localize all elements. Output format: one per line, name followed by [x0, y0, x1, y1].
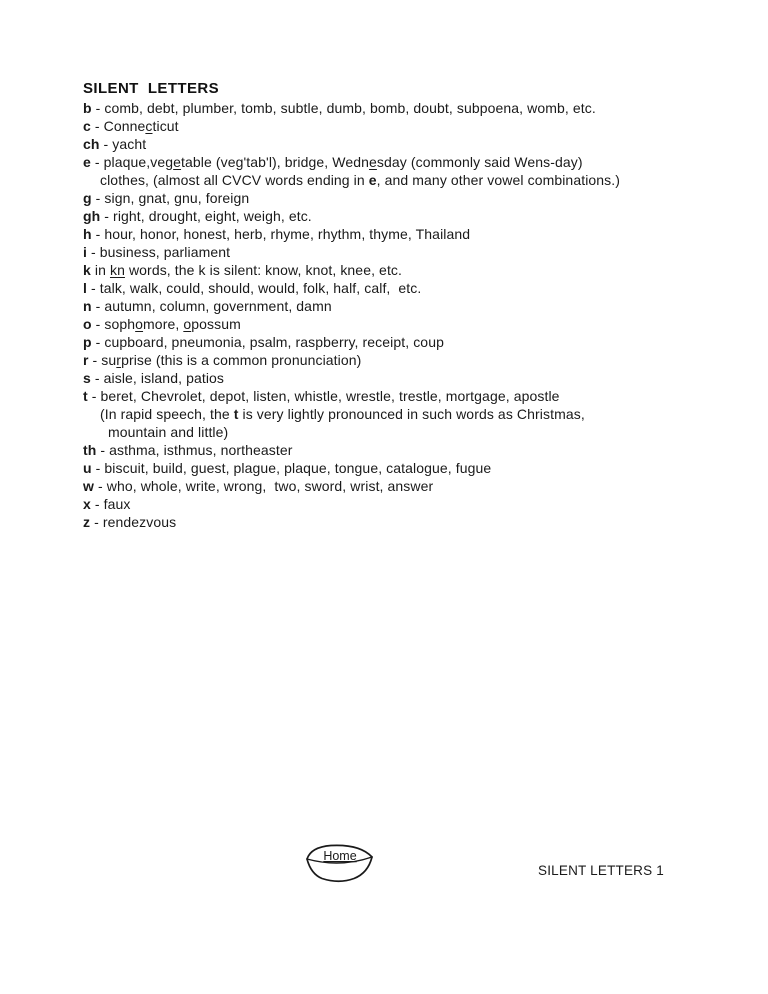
plain-text: sday (commonly said Wens-day)	[376, 154, 583, 170]
bold-text: e	[368, 172, 377, 188]
bold-text: w	[83, 478, 94, 494]
bold-text: g	[83, 190, 92, 206]
entry-line	[83, 135, 733, 153]
underlined-text: o	[135, 316, 144, 332]
underlined-text: c	[145, 118, 153, 134]
entry-line	[83, 477, 733, 495]
underlined-text: r	[116, 352, 122, 368]
plain-text: words, the k is silent: know, knot, knee, etc.	[124, 262, 403, 278]
plain-text: - talk, walk, could, should, would, folk, half, calf, etc.	[87, 280, 422, 296]
plain-text: - who, whole, write, wrong, two, sword, wrist, answer	[94, 478, 434, 494]
plain-text: - sign, gnat, gnu, foreign	[91, 190, 250, 206]
plain-text: - Conne	[90, 118, 146, 134]
entry-line	[83, 99, 733, 117]
plain-text: - faux	[90, 496, 131, 512]
plain-text: - right, drought, eight, weigh, etc.	[100, 208, 312, 224]
bold-text: e	[83, 154, 91, 170]
bold-text: k	[83, 262, 91, 278]
plain-text: , and many other vowel combinations.)	[376, 172, 621, 188]
entry-line	[83, 459, 733, 477]
plain-text: ticut	[152, 118, 179, 134]
underlined-text: o	[183, 316, 192, 332]
plain-text: prise (this is a common pronunciation)	[121, 352, 362, 368]
underlined-text: e	[173, 154, 182, 170]
bold-text: u	[83, 460, 92, 476]
bold-text: x	[83, 496, 91, 512]
plain-text: table (veg'tab'l), bridge, Wedn	[181, 154, 369, 170]
bold-text: c	[83, 118, 91, 134]
plain-text: - su	[88, 352, 117, 368]
entry-line	[83, 261, 733, 279]
plain-text: - plaque,veg	[90, 154, 174, 170]
silent-letters-list	[83, 99, 733, 531]
entry-line	[83, 351, 733, 369]
entry-line	[83, 297, 733, 315]
home-bowl-icon	[304, 843, 376, 887]
bold-text: o	[83, 316, 92, 332]
entry-line	[83, 333, 733, 351]
bold-text: p	[83, 334, 92, 350]
plain-text: - rendezvous	[90, 514, 177, 530]
entry-line	[83, 243, 733, 261]
entry-line	[83, 423, 733, 441]
entry-line	[83, 315, 733, 333]
entry-line	[83, 225, 733, 243]
plain-text: - aisle, island, patios	[90, 370, 225, 386]
plain-text: - business, parliament	[87, 244, 231, 260]
bold-text: gh	[83, 208, 101, 224]
plain-text: - autumn, column, government, damn	[91, 298, 332, 314]
home-button-label: Home	[323, 849, 357, 863]
plain-text: more,	[143, 316, 184, 332]
entry-line	[83, 153, 733, 171]
bold-text: i	[83, 244, 87, 260]
plain-text: - yacht	[99, 136, 147, 152]
underlined-text: e	[369, 154, 377, 170]
entry-line	[83, 441, 733, 459]
entry-line	[83, 189, 733, 207]
plain-text: (In rapid speech, the	[100, 406, 234, 422]
plain-text: - hour, honor, honest, herb, rhyme, rhythm, thyme, Thailand	[91, 226, 471, 242]
entry-line	[83, 405, 733, 423]
plain-text: - soph	[91, 316, 136, 332]
plain-text: mountain and little)	[108, 424, 229, 440]
plain-text: - biscuit, build, guest, plague, plaque, tongue, catalogue, fugue	[91, 460, 492, 476]
entry-line	[83, 495, 733, 513]
underlined-text: kn	[109, 262, 125, 278]
home-button[interactable]	[304, 843, 376, 887]
entry-line	[83, 117, 733, 135]
bold-text: t	[233, 406, 239, 422]
bold-text: ch	[83, 136, 100, 152]
plain-text: - asthma, isthmus, northeaster	[96, 442, 293, 458]
bold-text: z	[83, 514, 91, 530]
plain-text: - beret, Chevrolet, depot, listen, whistle, wrestle, trestle, mortgage, apostle	[87, 388, 560, 404]
entry-line	[83, 171, 733, 189]
plain-text: - comb, debt, plumber, tomb, subtle, dumb, bomb, doubt, subpoena, womb, etc.	[91, 100, 596, 116]
entry-line	[83, 369, 733, 387]
bold-text: l	[83, 280, 87, 296]
bold-text: h	[83, 226, 92, 242]
bold-text: th	[83, 442, 97, 458]
bold-text: s	[83, 370, 91, 386]
bold-text: t	[83, 388, 88, 404]
entry-line	[83, 207, 733, 225]
entry-line	[83, 279, 733, 297]
entry-line	[83, 387, 733, 405]
plain-text: possum	[191, 316, 241, 332]
plain-text: is very lightly pronounced in such words as Christmas,	[238, 406, 585, 422]
bold-text: r	[83, 352, 89, 368]
page-footer-label: SILENT LETTERS 1	[538, 863, 664, 878]
bold-text: n	[83, 298, 92, 314]
plain-text: in	[90, 262, 110, 278]
plain-text: clothes, (almost all CVCV words ending in	[100, 172, 369, 188]
entry-line	[83, 513, 733, 531]
bold-text: b	[83, 100, 92, 116]
page-title: SILENT LETTERS	[83, 80, 220, 97]
plain-text: - cupboard, pneumonia, psalm, raspberry, receipt, coup	[91, 334, 444, 350]
